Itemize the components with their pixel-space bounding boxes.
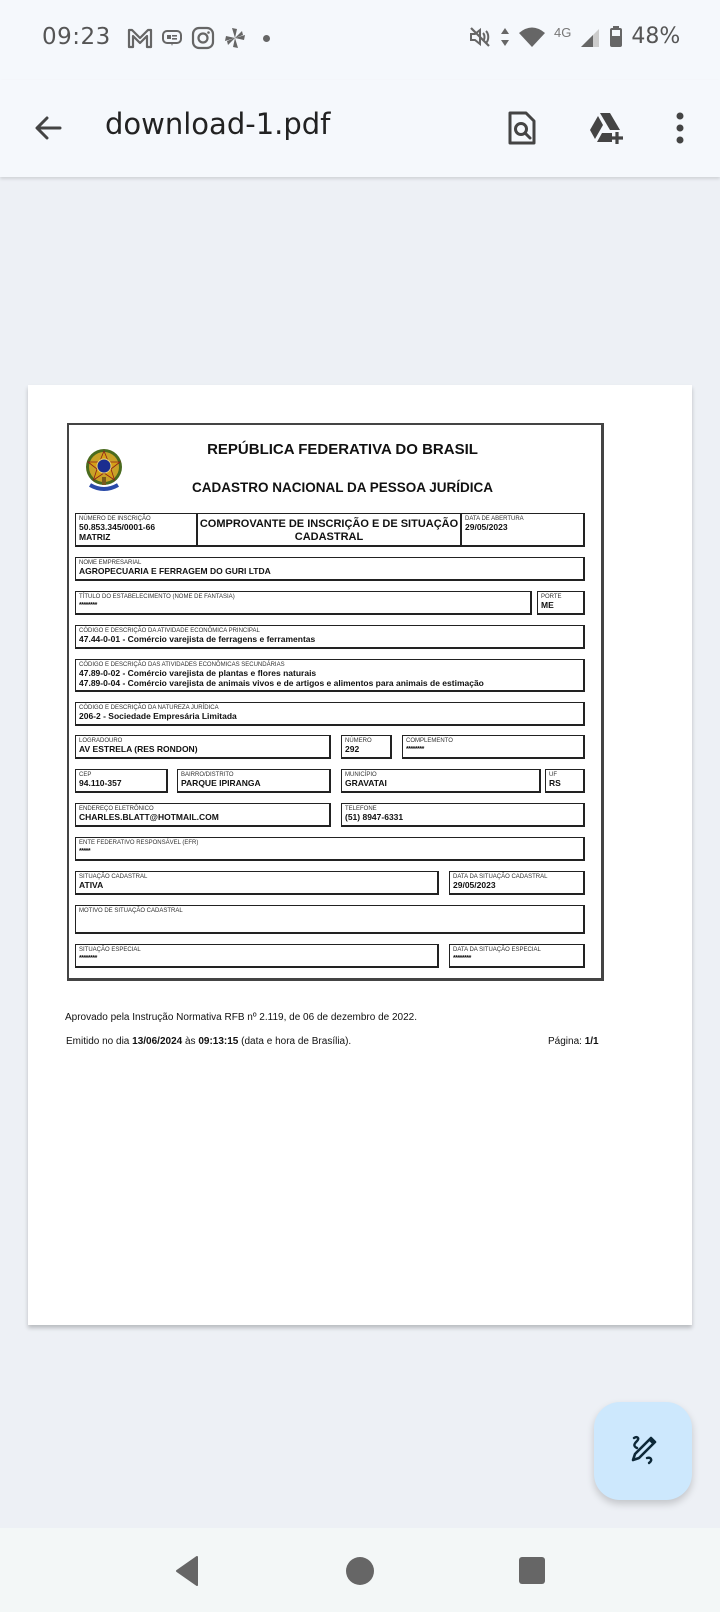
field-value: 29/05/2023 xyxy=(465,522,508,532)
document-title: download-1.pdf xyxy=(105,107,331,141)
field-value: ******** xyxy=(79,602,97,609)
field-label: DATA DA SITUAÇÃO CADASTRAL xyxy=(453,874,548,880)
app-bar xyxy=(0,80,720,177)
field-value: 29/05/2023 xyxy=(453,880,496,890)
back-button[interactable] xyxy=(30,110,66,146)
field-value-type: MATRIZ xyxy=(79,531,111,542)
field-numero xyxy=(341,735,392,759)
emission-info xyxy=(66,1036,351,1047)
field-nome-empresarial xyxy=(75,557,585,581)
nav-home-button[interactable] xyxy=(330,1546,390,1596)
more-vert-icon xyxy=(675,110,685,146)
emission-suffix: (data e hora de Brasília). xyxy=(238,1036,352,1047)
field-titulo-estabelecimento xyxy=(75,591,532,615)
field-value: AGROPECUARIA E FERRAGEM DO GURI LTDA xyxy=(79,566,271,576)
message-icon xyxy=(161,27,183,49)
annotate-fab[interactable] xyxy=(594,1402,692,1500)
field-label: TÍTULO DO ESTABELECIMENTO (NOME DE FANTASIA) xyxy=(79,594,235,600)
field-situacao-cadastral xyxy=(75,871,439,895)
approval-note: Aprovado pela Instrução Normativa RFB nº 2.119, de 06 de dezembro de 2022. xyxy=(65,1012,418,1023)
emission-time: 09:13:15 xyxy=(198,1036,239,1047)
nav-home-icon xyxy=(344,1555,376,1587)
field-label: DATA DE ABERTURA xyxy=(465,516,524,522)
drive-add-icon xyxy=(586,110,626,146)
field-telefone xyxy=(341,803,585,827)
field-label: BAIRRO/DISTRITO xyxy=(181,772,234,778)
pinwheel-app-icon xyxy=(223,26,247,50)
field-value: 292 xyxy=(345,744,360,754)
field-label: COMPLEMENTO xyxy=(406,738,453,744)
file-search-icon xyxy=(506,110,538,146)
page-value: 1/1 xyxy=(584,1036,599,1047)
field-porte xyxy=(537,591,585,615)
field-label: MUNICÍPIO xyxy=(345,772,377,778)
comprovante-title: COMPROVANTE DE INSCRIÇÃO E DE SITUAÇÃO CADASTRAL xyxy=(199,518,459,543)
field-label: NÚMERO xyxy=(345,738,372,744)
field-value: ATIVA xyxy=(79,880,104,890)
emission-date: 13/06/2024 xyxy=(132,1036,183,1047)
save-to-drive-button[interactable] xyxy=(584,106,628,150)
system-nav-bar xyxy=(0,1528,720,1612)
field-value: (51) 8947-6331 xyxy=(345,812,404,822)
field-label: NOME EMPRESARIAL xyxy=(79,560,142,566)
field-complemento xyxy=(402,735,585,759)
field-label: CEP xyxy=(79,772,92,778)
field-value: 47.89-0-02 - Comércio varejista de plantas e flores naturais xyxy=(79,668,317,678)
search-in-document-button[interactable] xyxy=(500,106,544,150)
field-label: CÓDIGO E DESCRIÇÃO DAS ATIVIDADES ECONÔMICAS SECUNDÁRIAS xyxy=(79,662,285,668)
gmail-icon xyxy=(127,27,153,49)
nav-back-icon xyxy=(173,1555,201,1587)
battery-percentage: 48% xyxy=(631,24,681,49)
notification-icons xyxy=(127,26,270,50)
field-uf xyxy=(545,769,585,793)
field-label: LOGRADOURO xyxy=(79,738,123,744)
field-value: ******** xyxy=(453,955,471,962)
field-value: GRAVATAI xyxy=(345,778,387,788)
nav-recents-icon xyxy=(518,1556,546,1586)
field-label: CÓDIGO E DESCRIÇÃO DA NATUREZA JURÍDICA xyxy=(79,705,219,711)
field-value: 47.89-0-04 - Comércio varejista de animais vivos e de artigos e alimentos para animais de estimação xyxy=(79,677,484,688)
cell-signal-icon xyxy=(579,26,601,48)
field-situacao-especial xyxy=(75,944,439,968)
field-label: CÓDIGO E DESCRIÇÃO DA ATIVIDADE ECONÔMICA PRINCIPAL xyxy=(79,628,260,634)
emission-prefix: Emitido no dia xyxy=(66,1036,133,1047)
field-data-situacao-especial xyxy=(449,944,585,968)
field-cep xyxy=(75,769,168,793)
field-value: CHARLES.BLATT@HOTMAIL.COM xyxy=(79,812,219,822)
field-value: 94.110-357 xyxy=(79,778,122,788)
annotate-pen-icon xyxy=(625,1433,661,1469)
field-label: DATA DA SITUAÇÃO ESPECIAL xyxy=(453,947,541,953)
field-value: 50.853.345/0001-66 xyxy=(79,522,156,532)
field-value: PARQUE IPIRANGA xyxy=(181,778,261,788)
field-label: UF xyxy=(549,772,557,778)
field-label: MOTIVO DE SITUAÇÃO CADASTRAL xyxy=(79,908,183,914)
field-value: ***** xyxy=(79,848,91,855)
field-natureza-juridica xyxy=(75,702,585,726)
field-label: PORTE xyxy=(541,594,562,600)
nav-back-button[interactable] xyxy=(157,1546,217,1596)
field-value: AV ESTRELA (RES RONDON) xyxy=(79,744,198,754)
field-value: 206-2 - Sociedade Empresária Limitada xyxy=(79,711,237,721)
field-label: ENDEREÇO ELETRÔNICO xyxy=(79,806,154,812)
header-republica: REPÚBLICA FEDERATIVA DO BRASIL xyxy=(207,441,478,458)
comprovante-title-box xyxy=(197,513,462,547)
field-value: ******** xyxy=(79,955,97,962)
instagram-icon xyxy=(191,26,215,50)
field-label: NÚMERO DE INSCRIÇÃO xyxy=(79,516,151,522)
data-arrows-icon xyxy=(500,25,510,49)
field-data-situacao-cadastral xyxy=(449,871,585,895)
field-bairro xyxy=(177,769,331,793)
nav-recents-button[interactable] xyxy=(502,1546,562,1596)
field-value: ******** xyxy=(406,746,424,753)
field-efr xyxy=(75,837,585,861)
cnpj-certificate-frame xyxy=(67,423,604,981)
status-bar xyxy=(0,0,720,80)
more-options-button[interactable] xyxy=(658,106,702,150)
network-type: 4G xyxy=(554,25,572,40)
field-label: SITUAÇÃO ESPECIAL xyxy=(79,947,141,953)
mute-icon xyxy=(468,25,492,49)
field-numero-inscricao xyxy=(75,513,198,547)
wifi-icon xyxy=(518,25,546,49)
field-label: TELEFONE xyxy=(345,806,377,812)
battery-icon xyxy=(609,25,623,49)
field-motivo-situacao xyxy=(75,905,585,934)
field-atividades-secundarias xyxy=(75,659,585,692)
field-label: ENTE FEDERATIVO RESPONSÁVEL (EFR) xyxy=(79,840,199,846)
field-atividade-principal xyxy=(75,625,585,649)
field-logradouro xyxy=(75,735,331,759)
field-label: SITUAÇÃO CADASTRAL xyxy=(79,874,148,880)
field-email xyxy=(75,803,331,827)
field-value: RS xyxy=(549,778,561,788)
arrow-left-icon xyxy=(30,110,66,146)
system-icons xyxy=(468,24,680,49)
more-notifications-dot xyxy=(263,35,270,42)
header-cadastro: CADASTRO NACIONAL DA PESSOA JURÍDICA xyxy=(191,480,494,495)
page-label: Página: xyxy=(548,1036,585,1047)
status-time: 09:23 xyxy=(42,24,111,50)
field-value: ME xyxy=(541,600,554,610)
pdf-page[interactable] xyxy=(28,385,692,1325)
field-municipio xyxy=(341,769,541,793)
emission-mid: às xyxy=(182,1036,199,1047)
page-number xyxy=(548,1036,599,1047)
field-value: 47.44-0-01 - Comércio varejista de ferragens e ferramentas xyxy=(79,634,316,644)
field-data-abertura xyxy=(461,513,585,547)
